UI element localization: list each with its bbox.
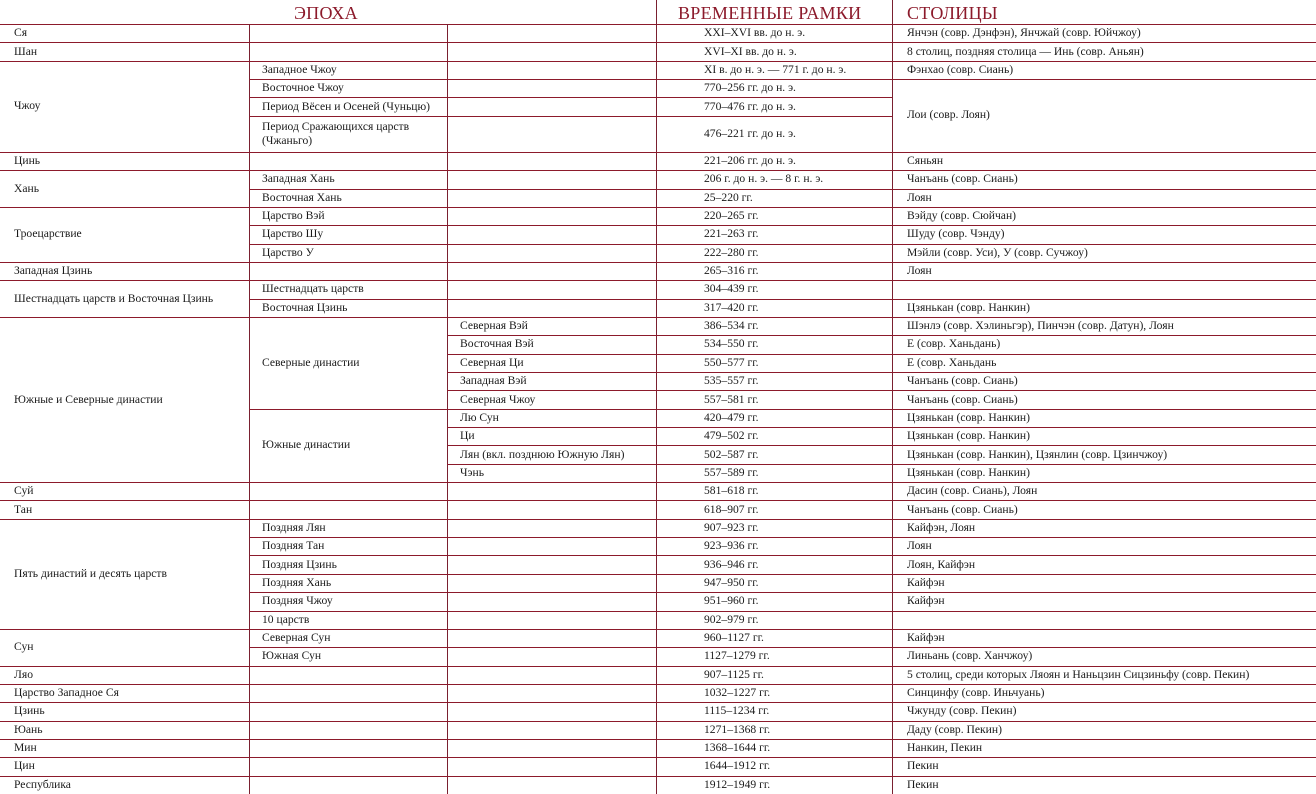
sub-period: Поздняя Чжоу bbox=[262, 594, 333, 608]
time-range: 618–907 гг. bbox=[704, 502, 759, 516]
capital: Е (совр. Ханьдань bbox=[907, 355, 997, 369]
time-range: 1912–1949 гг. bbox=[704, 777, 771, 791]
time-range: 907–923 гг. bbox=[704, 520, 759, 534]
row-divider bbox=[249, 592, 892, 593]
dynasty-name: Северная Чжоу bbox=[460, 392, 536, 406]
row-divider bbox=[0, 482, 1316, 483]
capital: Нанкин, Пекин bbox=[907, 741, 983, 755]
time-range: 557–589 гг. bbox=[704, 465, 759, 479]
header-capitals: СТОЛИЦЫ bbox=[907, 3, 998, 23]
capital: Цзянькан (совр. Нанкин), Цзянлин (совр. Цзинчжоу) bbox=[907, 447, 1168, 461]
dynasty-name: Северная Ци bbox=[460, 355, 524, 369]
row-divider bbox=[447, 335, 1316, 336]
capital: Шэнлэ (совр. Хэлиньгэр), Пинчэн (совр. Датун), Лоян bbox=[907, 319, 1174, 333]
sub-period: Царство У bbox=[262, 245, 314, 259]
capital: Цзянькан (совр. Нанкин) bbox=[907, 465, 1030, 479]
dynasty-name: Северная Вэй bbox=[460, 319, 528, 333]
capital: Кайфэн bbox=[907, 576, 945, 589]
sub-period: Шестнадцать царств bbox=[262, 282, 364, 296]
column-divider bbox=[656, 0, 657, 794]
row-divider bbox=[0, 262, 1316, 263]
time-range: 386–534 гг. bbox=[704, 319, 759, 333]
era-name: Суй bbox=[14, 484, 34, 498]
dynasty-name: Западная Вэй bbox=[460, 374, 527, 388]
row-divider bbox=[249, 409, 1316, 410]
capital: Шуду (совр. Чэнду) bbox=[907, 227, 1005, 241]
time-range: 1644–1912 гг. bbox=[704, 759, 771, 773]
capital: Синцинфу (совр. Иньчуань) bbox=[907, 686, 1045, 700]
capital: 8 столиц, поздняя столица — Инь (совр. Аньян) bbox=[907, 44, 1144, 58]
sub-period: Восточная Хань bbox=[262, 190, 342, 204]
header-timeframe: ВРЕМЕННЫЕ РАМКИ bbox=[678, 3, 862, 23]
era-name: Цинь bbox=[14, 154, 41, 167]
time-range: 770–476 гг. до н. э. bbox=[704, 99, 796, 113]
capital: Кайфэн bbox=[907, 594, 945, 608]
time-range: 265–316 гг. bbox=[704, 264, 759, 278]
row-divider bbox=[447, 354, 1316, 355]
capital: Даду (совр. Пекин) bbox=[907, 722, 1002, 736]
era-name: Шан bbox=[14, 44, 38, 58]
capital: Пекин bbox=[907, 777, 939, 791]
time-range: 907–1125 гг. bbox=[704, 667, 764, 681]
capital: Лоян bbox=[907, 190, 932, 204]
era-name: Сун bbox=[14, 640, 34, 654]
time-range: 923–936 гг. bbox=[704, 539, 759, 553]
era-name: Царство Западное Ся bbox=[14, 686, 119, 700]
capital: Чанъань (совр. Сиань) bbox=[907, 392, 1018, 406]
capital: Лоян bbox=[907, 539, 932, 553]
row-divider bbox=[0, 519, 1316, 520]
sub-period: Восточное Чжоу bbox=[262, 81, 344, 95]
capital: Цзянькан (совр. Нанкин) bbox=[907, 410, 1030, 424]
era-name: Шестнадцать царств и Восточная Цзинь bbox=[14, 291, 214, 305]
row-divider bbox=[447, 372, 1316, 373]
era-name: Цзинь bbox=[14, 704, 45, 718]
row-divider bbox=[0, 757, 1316, 758]
time-range: 221–206 гг. до н. э. bbox=[704, 154, 796, 167]
era-name: Хань bbox=[14, 181, 40, 195]
capital: Цзянькан (совр. Нанкин) bbox=[907, 300, 1030, 314]
sub-period: Период Вёсен и Осеней (Чуньцю) bbox=[262, 99, 430, 113]
time-range: 960–1127 гг. bbox=[704, 631, 764, 645]
sub-period: Поздняя Лян bbox=[262, 520, 326, 534]
dynasty-group: Северные династии bbox=[262, 355, 360, 369]
capital: 5 столиц, среди которых Ляоян и Наньцзин Сицзиньфу (совр. Пекин) bbox=[907, 667, 1250, 681]
dynasty-name: Восточная Вэй bbox=[460, 337, 534, 351]
sub-period: Северная Сун bbox=[262, 631, 331, 645]
time-range: 947–950 гг. bbox=[704, 576, 759, 589]
sub-period: 10 царств bbox=[262, 612, 310, 626]
time-range: 581–618 гг. bbox=[704, 484, 759, 498]
row-divider bbox=[0, 776, 1316, 777]
capital: Чанъань (совр. Сиань) bbox=[907, 172, 1018, 186]
row-divider bbox=[0, 702, 1316, 703]
time-range: 534–550 гг. bbox=[704, 337, 759, 351]
time-range: 1115–1234 гг. bbox=[704, 704, 770, 718]
row-divider bbox=[0, 61, 1316, 62]
row-divider bbox=[892, 592, 1316, 593]
capital: Чанъань (совр. Сиань) bbox=[907, 374, 1018, 388]
header-epoch: ЭПОХА bbox=[294, 3, 358, 23]
time-range: 479–502 гг. bbox=[704, 429, 759, 443]
time-range: 1368–1644 гг. bbox=[704, 741, 771, 755]
row-divider bbox=[892, 189, 1316, 190]
capital: Мэйли (совр. Уси), У (совр. Сучжоу) bbox=[907, 245, 1088, 259]
capital: Лоян, Кайфэн bbox=[907, 557, 976, 571]
row-divider bbox=[0, 207, 1316, 208]
capital: Кайфэн, Лоян bbox=[907, 520, 976, 534]
time-range: 304–439 гг. bbox=[704, 282, 759, 296]
row-divider bbox=[892, 537, 1316, 538]
time-range: 317–420 гг. bbox=[704, 300, 759, 314]
dynasty-group: Южные династии bbox=[262, 438, 351, 452]
capital: Кайфэн bbox=[907, 631, 945, 645]
time-range: 1271–1368 гг. bbox=[704, 722, 771, 736]
time-range: 1032–1227 гг. bbox=[704, 686, 771, 700]
sub-period: Период Сражающихся царств (Чжаньго) bbox=[262, 119, 410, 147]
era-name: Мин bbox=[14, 741, 37, 755]
time-range: 502–587 гг. bbox=[704, 447, 759, 461]
row-divider bbox=[249, 189, 892, 190]
time-range: 951–960 гг. bbox=[704, 594, 759, 608]
sub-period: Поздняя Цзинь bbox=[262, 557, 337, 571]
row-divider bbox=[0, 721, 1316, 722]
row-divider bbox=[249, 244, 892, 245]
time-range: 420–479 гг. bbox=[704, 410, 759, 424]
sub-period: Западная Хань bbox=[262, 172, 335, 186]
sub-period: Царство Вэй bbox=[262, 209, 325, 223]
time-range: 550–577 гг. bbox=[704, 355, 759, 369]
row-divider bbox=[447, 464, 1316, 465]
dynasty-name: Ци bbox=[460, 429, 475, 443]
sub-period: Поздняя Тан bbox=[262, 539, 325, 553]
time-range: 206 г. до н. э. — 8 г. н. э. bbox=[704, 172, 824, 186]
time-range: 557–581 гг. bbox=[704, 392, 759, 406]
time-range: 476–221 гг. до н. э. bbox=[704, 126, 796, 140]
time-range: 535–557 гг. bbox=[704, 374, 759, 388]
row-divider bbox=[249, 647, 892, 648]
time-range: XVI–XI вв. до н. э. bbox=[704, 44, 797, 58]
time-range: XI в. до н. э. — 771 г. до н. э. bbox=[704, 62, 847, 76]
sub-period: Царство Шу bbox=[262, 227, 324, 241]
row-divider bbox=[0, 500, 1316, 501]
row-divider bbox=[0, 170, 1316, 171]
capital: Фэнхао (совр. Сиань) bbox=[907, 62, 1014, 76]
row-divider bbox=[249, 611, 892, 612]
dynasty-name: Лян (вкл. позднюю Южную Лян) bbox=[460, 447, 625, 461]
era-name: Цин bbox=[14, 759, 35, 773]
era-name: Тан bbox=[14, 502, 33, 516]
column-divider bbox=[892, 0, 893, 794]
time-range: 25–220 гг. bbox=[704, 190, 753, 204]
row-divider bbox=[249, 225, 892, 226]
time-range: 221–263 гг. bbox=[704, 227, 759, 241]
era-name: Ся bbox=[14, 26, 28, 40]
time-range: 1127–1279 гг. bbox=[704, 649, 770, 663]
row-divider bbox=[0, 152, 1316, 153]
time-range: 936–946 гг. bbox=[704, 557, 759, 571]
row-divider bbox=[892, 574, 1316, 575]
dynasty-name: Лю Сун bbox=[460, 410, 499, 424]
row-divider bbox=[447, 427, 1316, 428]
time-range: 220–265 гг. bbox=[704, 209, 759, 223]
row-divider bbox=[447, 390, 1316, 391]
row-divider bbox=[892, 611, 1316, 612]
row-divider bbox=[249, 574, 892, 575]
row-divider bbox=[0, 739, 1316, 740]
capital: Пекин bbox=[907, 759, 939, 773]
era-name: Республика bbox=[14, 777, 71, 791]
sub-period: Южная Сун bbox=[262, 649, 322, 663]
time-range: XXI–XVI вв. до н. э. bbox=[704, 26, 806, 40]
capital: Сяньян bbox=[907, 154, 944, 167]
sub-period: Западное Чжоу bbox=[262, 62, 337, 76]
time-range: 770–256 гг. до н. э. bbox=[704, 81, 796, 95]
row-divider bbox=[249, 537, 892, 538]
era-name: Юань bbox=[14, 722, 43, 736]
era-name: Южные и Северные династии bbox=[14, 392, 163, 406]
capital: Лоян bbox=[907, 264, 932, 278]
capital: Лои (совр. Лоян) bbox=[907, 108, 990, 122]
capital: Чанъань (совр. Сиань) bbox=[907, 502, 1018, 516]
row-divider bbox=[0, 684, 1316, 685]
time-range: 902–979 гг. bbox=[704, 612, 759, 626]
capital: Е (совр. Ханьдань) bbox=[907, 337, 1001, 351]
era-name: Троецарствие bbox=[14, 227, 82, 241]
capital: Янчэн (совр. Дэнфэн), Янчжай (совр. Юйчжоу) bbox=[907, 26, 1141, 40]
capital: Линьань (совр. Ханчжоу) bbox=[907, 649, 1033, 663]
row-divider bbox=[0, 629, 1316, 630]
era-name: Пять династий и десять царств bbox=[14, 566, 167, 580]
capital: Вэйду (совр. Сюйчан) bbox=[907, 209, 1017, 223]
sub-period: Восточная Цзинь bbox=[262, 300, 348, 314]
capital: Чжунду (совр. Пекин) bbox=[907, 704, 1017, 718]
time-range: 222–280 гг. bbox=[704, 245, 759, 259]
era-name: Западная Цзинь bbox=[14, 264, 93, 278]
capital: Дасин (совр. Сиань), Лоян bbox=[907, 484, 1038, 498]
sub-period: Поздняя Хань bbox=[262, 576, 332, 589]
row-divider bbox=[249, 555, 892, 556]
era-name: Чжоу bbox=[14, 99, 41, 113]
dynasty-name: Чэнь bbox=[460, 465, 485, 479]
capital: Цзянькан (совр. Нанкин) bbox=[907, 429, 1030, 443]
era-name: Ляо bbox=[14, 667, 33, 681]
